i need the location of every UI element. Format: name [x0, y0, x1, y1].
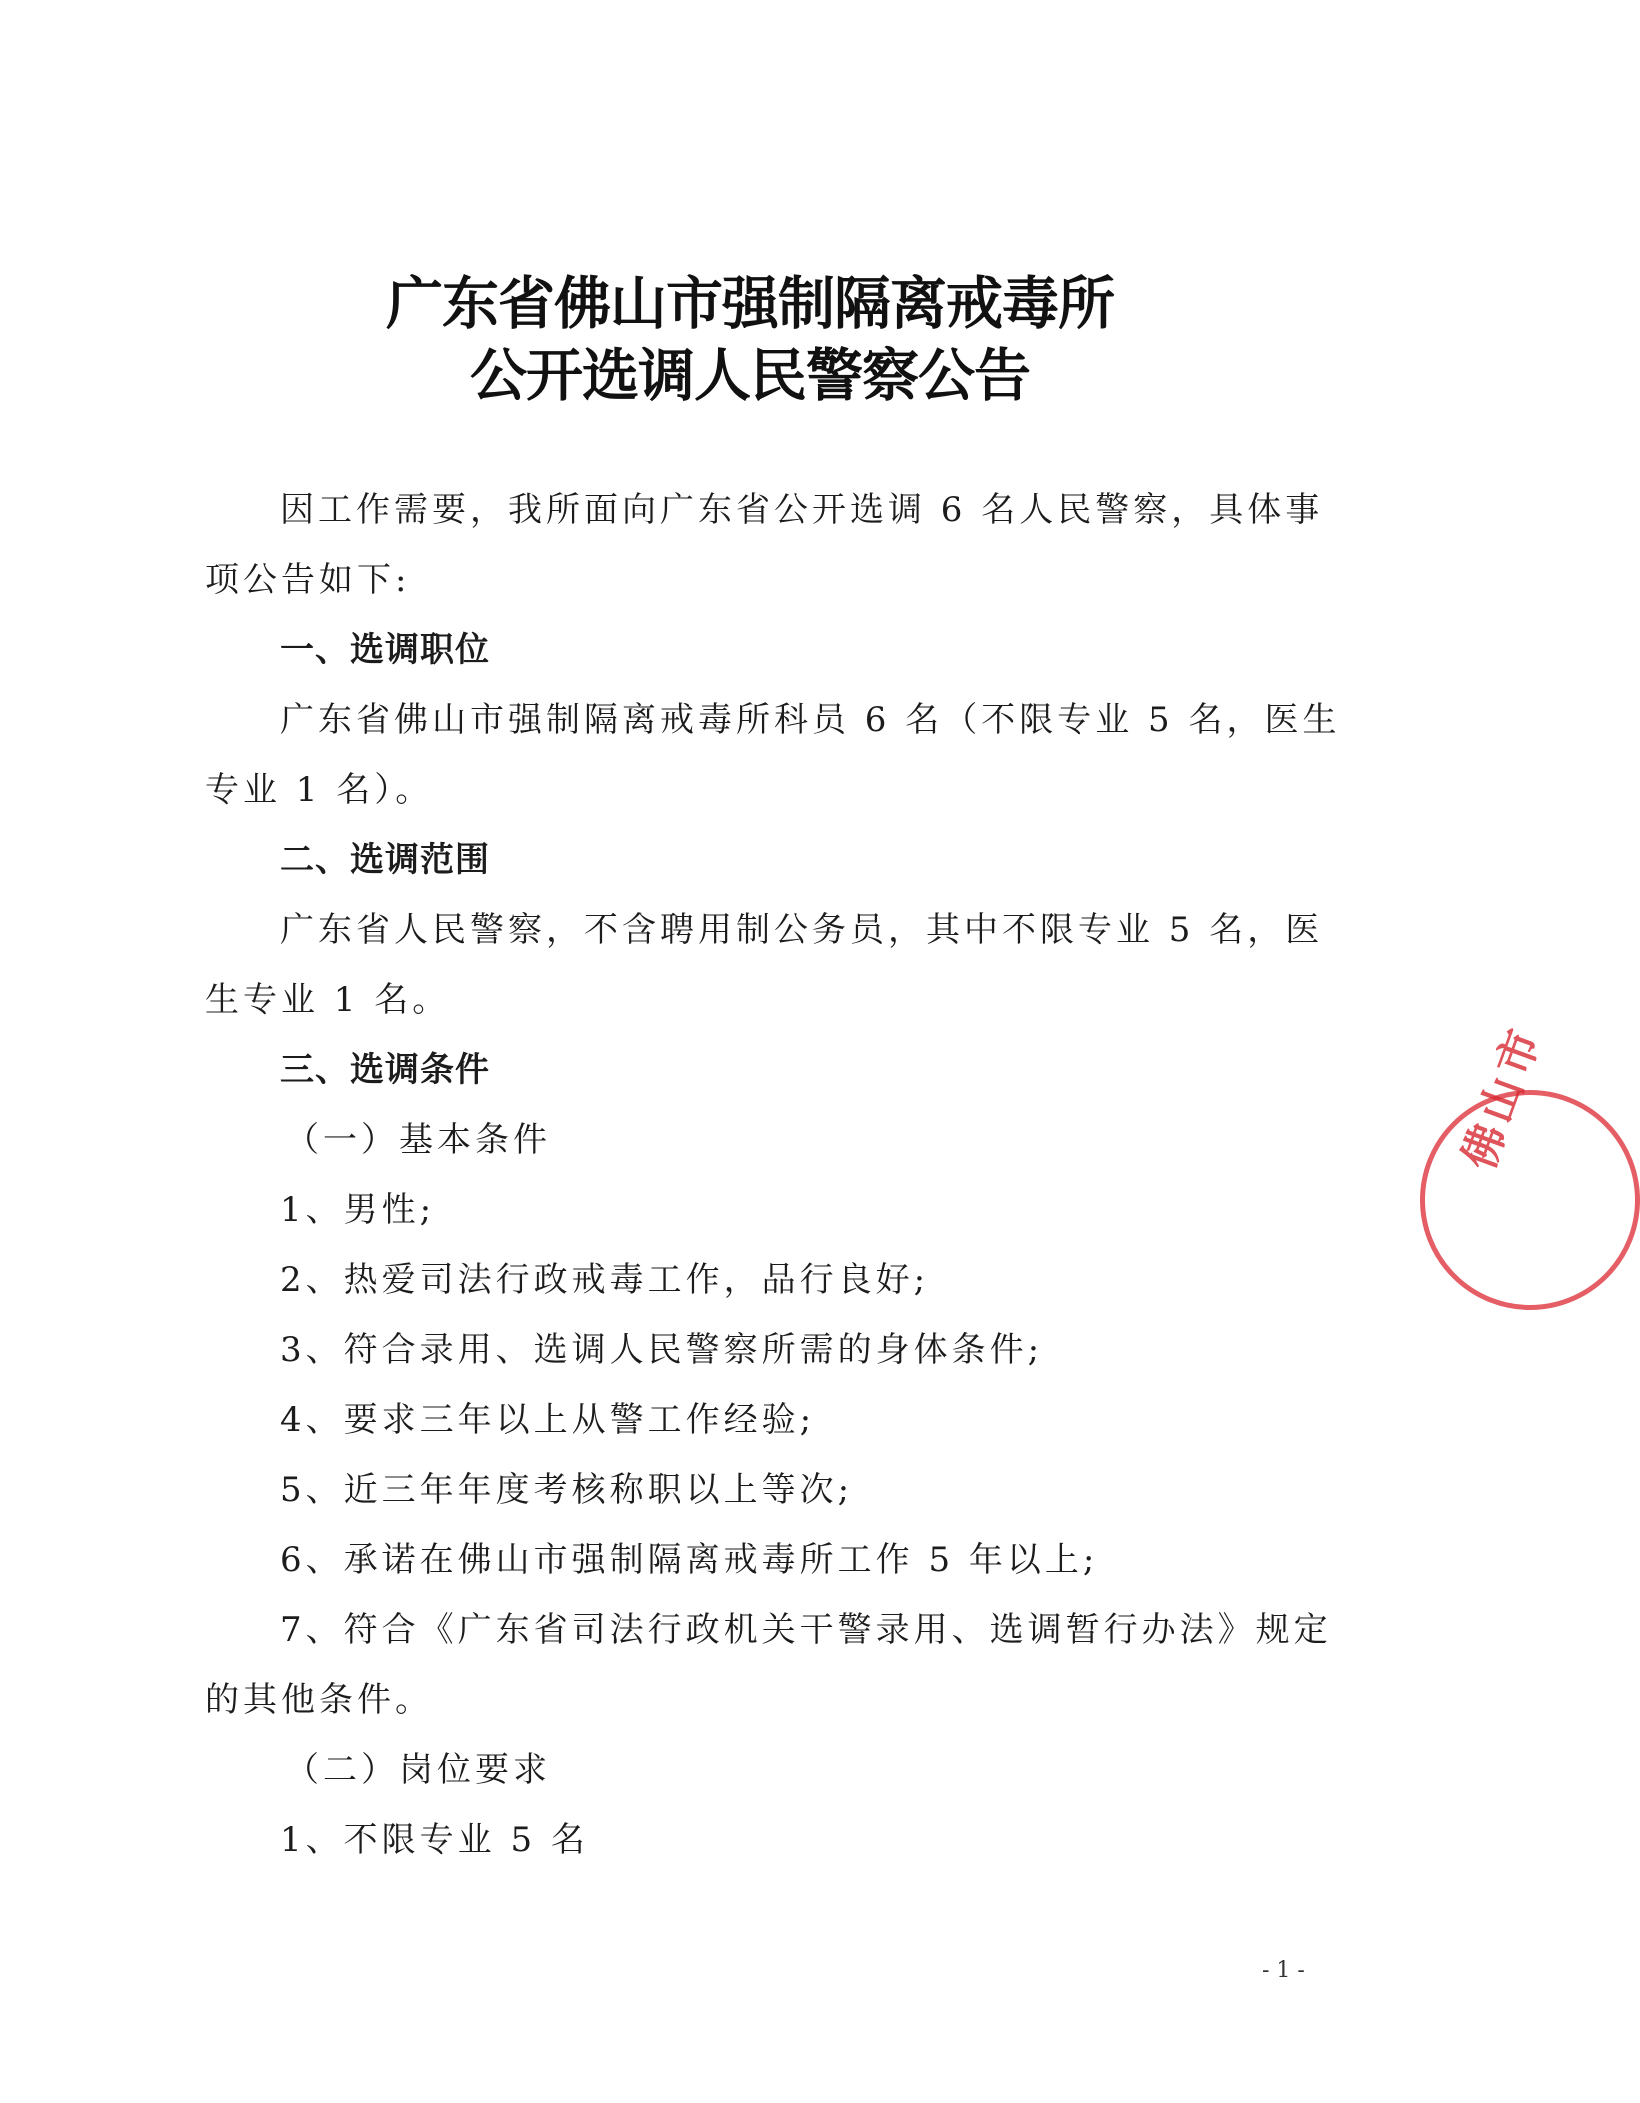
condition-item-7-line-2: 的其他条件。 [205, 1680, 433, 1720]
requirement-item: 1、不限专业 5 名 [280, 1820, 589, 1860]
section1-text-line-1: 广东省佛山市强制隔离戒毒所科员 6 名（不限专业 5 名，医生 [280, 700, 1341, 740]
page-number: - 1 - [1262, 1958, 1305, 1983]
section-heading-positions: 一、选调职位 [280, 630, 490, 670]
official-seal-stamp [1420, 1017, 1640, 1310]
subsection-heading-basic-conditions: （一）基本条件 [285, 1120, 551, 1160]
document-title-line-2: 公开选调人民警察公告 [470, 342, 1030, 409]
condition-item: 2、热爱司法行政戒毒工作，品行良好; [280, 1260, 930, 1300]
condition-item-7-line-1: 7、符合《广东省司法行政机关干警录用、选调暂行办法》规定 [280, 1610, 1332, 1650]
intro-paragraph-line-2: 项公告如下: [205, 560, 411, 600]
condition-item: 1、男性; [280, 1190, 436, 1230]
section-heading-scope: 二、选调范围 [280, 840, 490, 880]
section-heading-conditions: 三、选调条件 [280, 1050, 490, 1090]
section2-text-line-1: 广东省人民警察，不含聘用制公务员，其中不限专业 5 名，医 [280, 910, 1324, 950]
section2-text-line-2: 生专业 1 名。 [205, 980, 451, 1020]
seal-text: 佛山市 [1453, 1017, 1553, 1177]
condition-item: 3、符合录用、选调人民警察所需的身体条件; [280, 1330, 1044, 1370]
condition-item: 6、承诺在佛山市强制隔离戒毒所工作 5 年以上; [280, 1540, 1099, 1580]
condition-item: 4、要求三年以上从警工作经验; [280, 1400, 816, 1440]
subsection-heading-post-requirements: （二）岗位要求 [285, 1750, 551, 1790]
section1-text-line-2: 专业 1 名）。 [205, 770, 434, 810]
intro-paragraph-line-1: 因工作需要，我所面向广东省公开选调 6 名人民警察，具体事 [280, 490, 1324, 530]
document-title-line-1: 广东省佛山市强制隔离戒毒所 [386, 270, 1114, 337]
condition-item: 5、近三年年度考核称职以上等次; [280, 1470, 854, 1510]
